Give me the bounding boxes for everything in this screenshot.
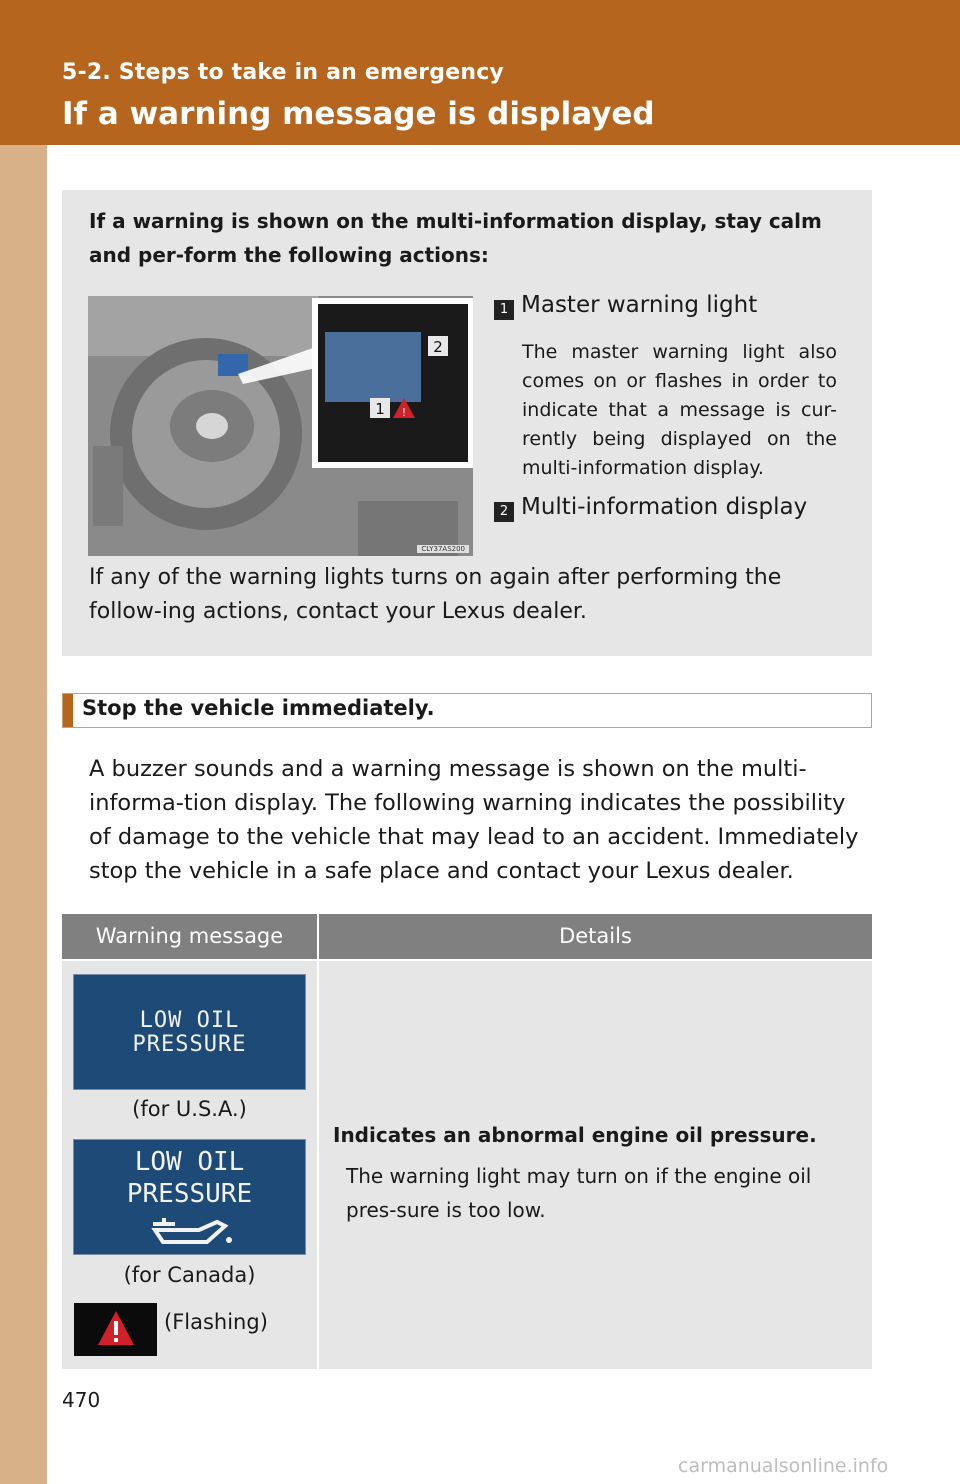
details-heading: Indicates an abnormal engine oil pressure. [333, 1123, 817, 1147]
display-usa-line1: LOW OIL [139, 1008, 240, 1033]
display-canada-line2: PRESSURE [126, 1179, 253, 1209]
oil-can-icon [145, 1210, 235, 1250]
caption-canada: (for Canada) [123, 1263, 256, 1287]
step-title: Stop the vehicle immediately. [82, 696, 435, 720]
master-warning-light [74, 1303, 157, 1356]
svg-text:1: 1 [375, 400, 385, 418]
page-header [0, 0, 960, 145]
page-title: If a warning message is displayed [62, 96, 655, 132]
dashboard-photo [88, 296, 473, 556]
step-heading-bar [63, 694, 73, 727]
svg-text:2: 2 [433, 338, 443, 356]
step-heading [62, 693, 872, 728]
dashboard-illustration [88, 296, 473, 556]
callout-number-2: 2 [494, 502, 514, 522]
intro-text: If a warning is shown on the multi-information display, stay calm and per-form the following actions: [89, 209, 822, 267]
image-code: CLY37AS200 [417, 545, 469, 553]
watermark: carmanualsonline.info [678, 1455, 889, 1477]
warning-table [62, 914, 872, 1369]
page-number: 470 [62, 1388, 101, 1412]
display-usa-line2: PRESSURE [132, 1032, 247, 1057]
caption-usa: (for U.S.A.) [132, 1097, 247, 1121]
table-cell-details [319, 961, 872, 1369]
table-header-warning: Warning message [62, 914, 317, 959]
callout-label-2: Multi-information display [521, 494, 808, 520]
display-usa [73, 974, 306, 1090]
after-text: If any of the warning lights turns on again after performing the follow-ing actions, contact your Lexus dealer. [89, 565, 782, 624]
step-body: A buzzer sounds and a warning message is shown on the multi-informa-tion display. The following warning indicates the possibility of damage to the vehicle that may lead to an accident. Immediately stop the vehicle in a safe place and contact your Lexus dealer. [89, 756, 859, 884]
details-text: The warning light may turn on if the engine oil pres-sure is too low. [346, 1164, 812, 1222]
warning-triangle-icon [96, 1309, 136, 1349]
section-label: 5-2. Steps to take in an emergency [62, 60, 504, 85]
table-header-details: Details [319, 914, 872, 959]
callout-number-1: 1 [494, 300, 514, 320]
info-box [62, 190, 872, 656]
display-canada-line1: LOW OIL [134, 1147, 245, 1177]
callout-description: The master warning light also comes on or flashes in order to indicate that a message is cur-rently being displayed on the multi-information display. [522, 341, 837, 479]
table-cell-warning [62, 961, 317, 1369]
svg-text:!: ! [401, 406, 407, 419]
margin-strip [0, 0, 47, 1484]
callout-label-1: Master warning light [521, 292, 758, 318]
display-canada [73, 1139, 306, 1255]
callout-master-warning [494, 292, 757, 320]
callout-multi-info-display [494, 494, 807, 522]
flashing-label: (Flashing) [164, 1310, 268, 1334]
